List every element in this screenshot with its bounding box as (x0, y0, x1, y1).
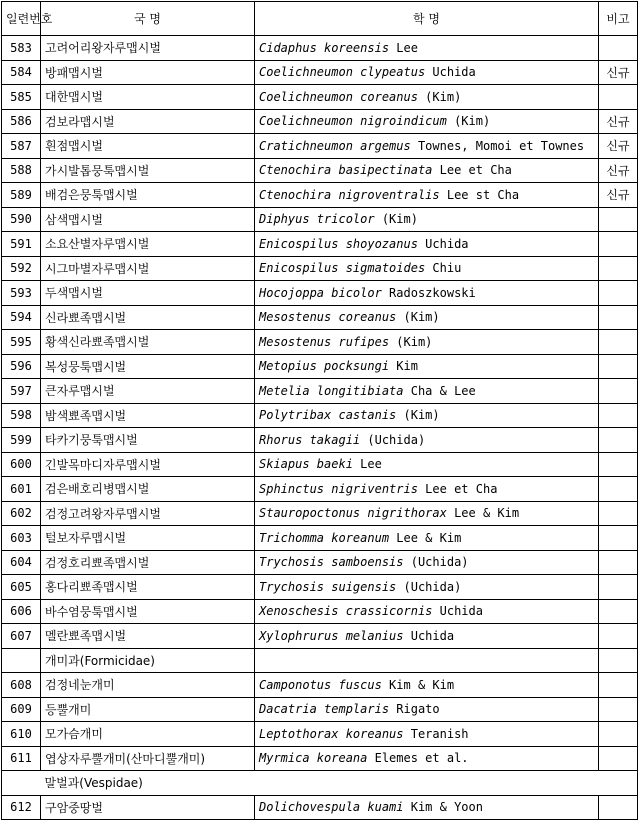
korean-name: 타카기뭉툭맵시벌 (41, 428, 255, 453)
note (599, 428, 638, 453)
table-row (2, 330, 638, 355)
table-row (2, 134, 638, 159)
note (599, 207, 638, 232)
binomial-name: Metelia longitibiata (259, 383, 404, 398)
binomial-name: Polytribax castanis (259, 408, 397, 423)
binomial-name: Mesostenus rufipes (259, 334, 390, 349)
note (599, 599, 638, 624)
korean-name: 가시발톱뭉툭맵시벌 (41, 158, 255, 183)
korean-name: 바수염뭉툭맵시벌 (41, 599, 255, 624)
scientific-name (255, 379, 599, 404)
binomial-name: Camponotus fuscus (259, 677, 382, 692)
serial-number: 583 (2, 36, 41, 61)
binomial-name: Skiapus baeki (259, 457, 353, 472)
scientific-name (255, 722, 599, 747)
note (599, 501, 638, 526)
table-row (2, 599, 638, 624)
author-citation: (Kim) (396, 408, 440, 423)
note (599, 379, 638, 404)
serial-number: 600 (2, 452, 41, 477)
binomial-name: Metopius pocksungi (259, 359, 390, 374)
family-row (2, 771, 638, 796)
binomial-name: Enicospilus shoyozanus (259, 236, 418, 251)
korean-name: 등뿔개미 (41, 697, 255, 722)
serial-number: 602 (2, 501, 41, 526)
scientific-name (255, 134, 599, 159)
author-citation: Lee st Cha (439, 187, 520, 202)
note (599, 281, 638, 306)
binomial-name: Coelichneumon nigroindicum (259, 114, 447, 129)
serial-number: 608 (2, 673, 41, 698)
table-row (2, 697, 638, 722)
korean-name: 복성뭉툭맵시벌 (41, 354, 255, 379)
binomial-name: Enicospilus sigmatoides (259, 261, 426, 276)
header-scientific-name: 학 명 (255, 2, 599, 36)
table-row (2, 722, 638, 747)
scientific-name (255, 403, 599, 428)
korean-name: 멜란뾰족맵시벌 (41, 624, 255, 649)
scientific-name (255, 746, 599, 771)
note (599, 85, 638, 110)
serial-number: 592 (2, 256, 41, 281)
korean-name: 고려어리왕자루맵시벌 (41, 36, 255, 61)
author-citation: Townes, Momoi et Townes (410, 138, 585, 153)
korean-name: 큰자루맵시벌 (41, 379, 255, 404)
note (599, 452, 638, 477)
korean-name: 긴발목마디자루맵시벌 (41, 452, 255, 477)
scientific-name (255, 36, 599, 61)
serial-number: 599 (2, 428, 41, 453)
binomial-name: Dolichovespula kuami (259, 800, 404, 815)
scientific-name (255, 158, 599, 183)
binomial-name: Hocojoppa bicolor (259, 285, 382, 300)
serial-number: 586 (2, 109, 41, 134)
korean-name: 삼색맵시벌 (41, 207, 255, 232)
author-citation: Rigato (389, 702, 440, 717)
author-citation: Uchida (432, 604, 483, 619)
korean-name: 시그마별자루맵시벌 (41, 256, 255, 281)
note (599, 673, 638, 698)
serial-number: 591 (2, 232, 41, 257)
table-row (2, 354, 638, 379)
note (599, 36, 638, 61)
binomial-name: Stauropoctonus nigrithorax (259, 506, 447, 521)
scientific-name (255, 354, 599, 379)
korean-name: 방패맵시벌 (41, 60, 255, 85)
korean-name: 털보자루맵시벌 (41, 526, 255, 551)
table-row (2, 428, 638, 453)
binomial-name: Ctenochira basipectinata (259, 163, 433, 178)
family-empty-cell (2, 771, 41, 796)
note (599, 795, 638, 820)
family-name: 말벌과(Vespidae) (41, 771, 255, 796)
table-row (2, 256, 638, 281)
serial-number: 590 (2, 207, 41, 232)
scientific-name (255, 256, 599, 281)
scientific-name (255, 477, 599, 502)
binomial-name: Xenoschesis crassicornis (259, 604, 433, 619)
author-citation: Lee (352, 457, 382, 472)
author-citation: (Kim) (417, 89, 462, 104)
table-row (2, 207, 638, 232)
author-citation: Uchida (417, 236, 469, 251)
korean-name: 홍다리뾰족맵시벌 (41, 575, 255, 600)
korean-name: 엽상자루뿔개미(산마디뿔개미) (41, 746, 255, 771)
serial-number: 612 (2, 795, 41, 820)
scientific-name (255, 305, 599, 330)
scientific-name (255, 207, 599, 232)
binomial-name: Ctenochira nigroventralis (259, 187, 440, 202)
table-row (2, 403, 638, 428)
scientific-name (255, 281, 599, 306)
author-citation: (Kim) (389, 334, 433, 349)
serial-number: 601 (2, 477, 41, 502)
serial-number: 594 (2, 305, 41, 330)
author-citation: (Uchida) (360, 432, 426, 447)
family-empty-cell (255, 648, 599, 673)
table-row (2, 158, 638, 183)
serial-number: 611 (2, 746, 41, 771)
scientific-name (255, 109, 599, 134)
note (599, 305, 638, 330)
table-row (2, 379, 638, 404)
author-citation: Teranish (403, 726, 469, 741)
family-name: 개미과(Formicidae) (41, 648, 255, 673)
author-citation: Lee et Cha (417, 481, 498, 496)
note: 신규 (599, 109, 638, 134)
serial-number: 605 (2, 575, 41, 600)
serial-number: 603 (2, 526, 41, 551)
family-empty-cell (599, 648, 638, 673)
serial-number: 604 (2, 550, 41, 575)
table-row (2, 60, 638, 85)
author-citation: (Kim) (446, 114, 491, 129)
table-row (2, 501, 638, 526)
binomial-name: Dacatria templaris (259, 702, 390, 717)
table-row (2, 795, 638, 820)
binomial-name: Cidaphus koreensis (259, 40, 390, 55)
scientific-name (255, 232, 599, 257)
header-korean-name: 국 명 (41, 2, 255, 36)
korean-name: 황색신라뾰족맵시벌 (41, 330, 255, 355)
family-empty-cell (599, 771, 638, 796)
serial-number: 609 (2, 697, 41, 722)
note: 신규 (599, 183, 638, 208)
author-citation: Lee (389, 40, 418, 55)
header-note: 비고 (599, 2, 638, 36)
header-serial-number: 일련번호 (2, 2, 41, 36)
family-row (2, 648, 638, 673)
binomial-name: Rhorus takagii (259, 432, 361, 447)
serial-number: 585 (2, 85, 41, 110)
korean-name: 대한맵시벌 (41, 85, 255, 110)
korean-name: 검정네눈개미 (41, 673, 255, 698)
table-row (2, 477, 638, 502)
scientific-name (255, 697, 599, 722)
binomial-name: Mesostenus coreanus (259, 310, 397, 325)
serial-number: 610 (2, 722, 41, 747)
scientific-name (255, 575, 599, 600)
table-row (2, 452, 638, 477)
author-citation: Lee et Cha (432, 163, 512, 178)
serial-number: 589 (2, 183, 41, 208)
note (599, 526, 638, 551)
note (599, 256, 638, 281)
korean-name: 검은배호리병맵시벌 (41, 477, 255, 502)
author-citation: Kim (389, 359, 418, 374)
table-row (2, 624, 638, 649)
note (599, 722, 638, 747)
scientific-name (255, 550, 599, 575)
note (599, 746, 638, 771)
binomial-name: Myrmica koreana (259, 751, 368, 766)
header-row (2, 2, 638, 36)
table-row (2, 673, 638, 698)
serial-number: 607 (2, 624, 41, 649)
binomial-name: Cratichneumon argemus (259, 138, 411, 153)
table-row (2, 575, 638, 600)
author-citation: (Kim) (396, 310, 440, 325)
note (599, 477, 638, 502)
serial-number: 593 (2, 281, 41, 306)
scientific-name (255, 452, 599, 477)
note (599, 697, 638, 722)
note (599, 550, 638, 575)
scientific-name (255, 183, 599, 208)
author-citation: (Kim) (374, 212, 418, 227)
scientific-name (255, 526, 599, 551)
serial-number: 588 (2, 158, 41, 183)
serial-number: 606 (2, 599, 41, 624)
table-row (2, 36, 638, 61)
author-citation: Uchida (403, 628, 455, 643)
author-citation: Lee & Kim (446, 506, 520, 521)
scientific-name (255, 624, 599, 649)
korean-name: 소요산별자루맵시벌 (41, 232, 255, 257)
serial-number: 587 (2, 134, 41, 159)
binomial-name: Coelichneumon coreanus (259, 89, 418, 104)
note: 신규 (599, 134, 638, 159)
species-table (1, 1, 638, 820)
author-citation: Elemes et al. (367, 751, 469, 766)
korean-name: 검정고려왕자루맵시벌 (41, 501, 255, 526)
serial-number: 598 (2, 403, 41, 428)
table-row (2, 85, 638, 110)
table-row (2, 232, 638, 257)
korean-name: 흰점맵시벌 (41, 134, 255, 159)
note (599, 624, 638, 649)
korean-name: 검정호리뾰족맵시벌 (41, 550, 255, 575)
note (599, 354, 638, 379)
scientific-name (255, 60, 599, 85)
korean-name: 배검은뭉툭맵시벌 (41, 183, 255, 208)
note (599, 575, 638, 600)
table-row (2, 109, 638, 134)
binomial-name: Coelichneumon clypeatus (259, 65, 426, 80)
binomial-name: Trychosis suigensis (259, 579, 397, 594)
species-rows (2, 36, 638, 820)
serial-number: 584 (2, 60, 41, 85)
binomial-name: Trichomma koreanum (259, 530, 390, 545)
korean-name: 모가슴개미 (41, 722, 255, 747)
scientific-name (255, 673, 599, 698)
author-citation: Lee & Kim (389, 530, 462, 545)
korean-name: 구암중땅벌 (41, 795, 255, 820)
note: 신규 (599, 158, 638, 183)
scientific-name (255, 330, 599, 355)
author-citation: (Uchida) (396, 579, 462, 594)
family-empty-cell (2, 648, 41, 673)
table-row (2, 526, 638, 551)
table-row (2, 746, 638, 771)
binomial-name: Xylophrurus melanius (259, 628, 404, 643)
binomial-name: Sphinctus nigriventris (259, 481, 418, 496)
note (599, 232, 638, 257)
author-citation: Kim & Yoon (403, 800, 483, 815)
note: 신규 (599, 60, 638, 85)
serial-number: 595 (2, 330, 41, 355)
binomial-name: Leptothorax koreanus (259, 726, 404, 741)
binomial-name: Diphyus tricolor (259, 212, 375, 227)
serial-number: 597 (2, 379, 41, 404)
scientific-name (255, 428, 599, 453)
author-citation: Cha & Lee (403, 383, 476, 398)
scientific-name (255, 85, 599, 110)
author-citation: (Uchida) (403, 555, 469, 570)
scientific-name (255, 501, 599, 526)
korean-name: 신라뾰족맵시벌 (41, 305, 255, 330)
scientific-name (255, 795, 599, 820)
table-row (2, 305, 638, 330)
author-citation: Uchida (425, 65, 476, 80)
note (599, 330, 638, 355)
family-empty-cell (255, 771, 599, 796)
serial-number: 596 (2, 354, 41, 379)
author-citation: Kim & Kim (381, 677, 455, 692)
author-citation: Radoszkowski (381, 285, 476, 300)
binomial-name: Trychosis samboensis (259, 555, 404, 570)
table-row (2, 550, 638, 575)
korean-name: 밤색뾰족맵시벌 (41, 403, 255, 428)
scientific-name (255, 599, 599, 624)
author-citation: Chiu (425, 261, 462, 276)
korean-name: 검보라맵시벌 (41, 109, 255, 134)
note (599, 403, 638, 428)
table-row (2, 183, 638, 208)
table-row (2, 281, 638, 306)
korean-name: 두색맵시벌 (41, 281, 255, 306)
